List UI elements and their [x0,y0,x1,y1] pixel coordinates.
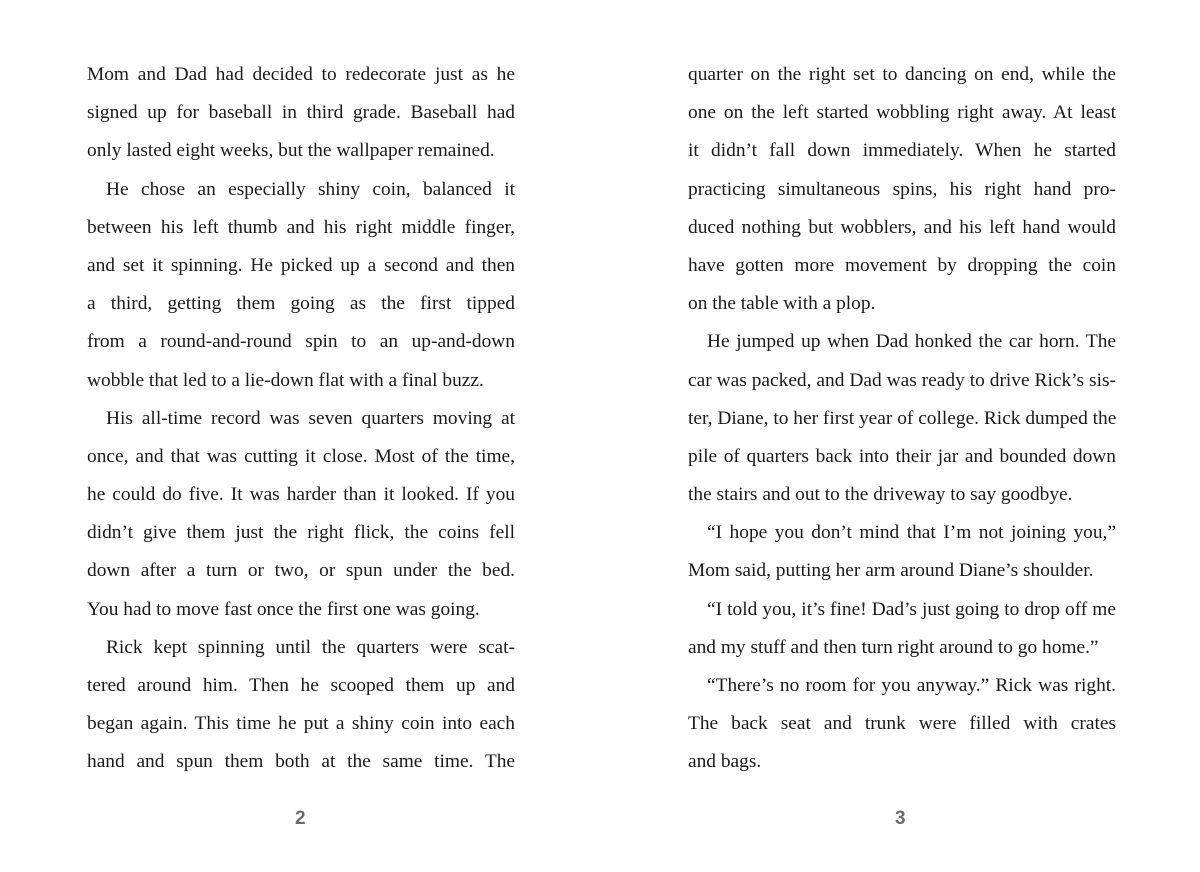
text-line: and bags. [688,751,762,773]
text-line: it didn’t fall down immediately. When he started [688,140,1116,162]
text-line: Mom said, putting her arm around Diane’s shoulder. [688,560,1094,582]
text-line: The back seat and trunk were filled with crates [688,713,1116,735]
text-line: duced nothing but wobblers, and his left hand would [688,216,1116,238]
text-line: on the table with a plop. [688,293,876,315]
text-line: “There’s no room for you anyway.” Rick was right. [707,675,1116,696]
text-line: ter, Diane, to her first year of college. Rick dumped the [688,407,1116,429]
text-line: hand and spun them both at the same time. The [87,751,515,773]
text-line: He chose an especially shiny coin, balanced it [106,178,515,200]
text-line: one on the left started wobbling right away. At least [688,102,1116,124]
page-number-left: 2 [295,808,306,829]
text-line: began again. This time he put a shiny coin into each [87,713,515,735]
text-line: didn’t give them just the right flick, the coins fell [87,522,515,544]
text-line: from a round-and-round spin to an up-and-down [87,331,515,353]
text-line: His all-time record was seven quarters moving at [106,407,515,429]
text-line: the stairs and out to the driveway to say goodbye. [688,484,1073,506]
text-line: and my stuff and then turn right around to go home.” [688,636,1099,658]
text-line: pile of quarters back into their jar and bounded down [688,445,1116,467]
text-line: have gotten more movement by dropping the coin [688,254,1116,276]
text-line: Rick kept spinning until the quarters were scat- [106,636,515,658]
text-line: down after a turn or two, or spun under the bed. [87,560,515,582]
text-line: a third, getting them going as the first tipped [87,293,515,315]
text-line: quarter on the right set to dancing on end, while the [688,64,1116,85]
text-line: car was packed, and Dad was ready to drive Rick’s sis- [688,369,1116,391]
text-line: and set it spinning. He picked up a second and then [87,254,515,276]
text-line: He jumped up when Dad honked the car horn. The [707,331,1116,353]
text-line: signed up for baseball in third grade. Baseball had [87,102,515,124]
text-line: “I hope you don’t mind that I’m not joining you,” [707,522,1116,544]
text-line: once, and that was cutting it close. Most of the time, [87,445,515,467]
text-line: wobble that led to a lie-down flat with a final buzz. [87,369,484,391]
text-line: You had to move fast once the first one was going. [87,598,480,620]
right-page [688,56,1116,782]
text-line: only lasted eight weeks, but the wallpaper remained. [87,140,495,162]
text-line: he could do five. It was harder than it looked. If you [87,484,515,506]
text-line: between his left thumb and his right middle finger, [87,216,515,238]
text-line: practicing simultaneous spins, his right hand pro- [688,178,1116,200]
left-page [87,56,515,782]
text-line: tered around him. Then he scooped them up and [87,675,515,696]
page-number-right: 3 [895,808,906,829]
text-line: “I told you, it’s fine! Dad’s just going to drop off me [707,598,1116,620]
text-line: Mom and Dad had decided to redecorate just as he [87,64,515,85]
